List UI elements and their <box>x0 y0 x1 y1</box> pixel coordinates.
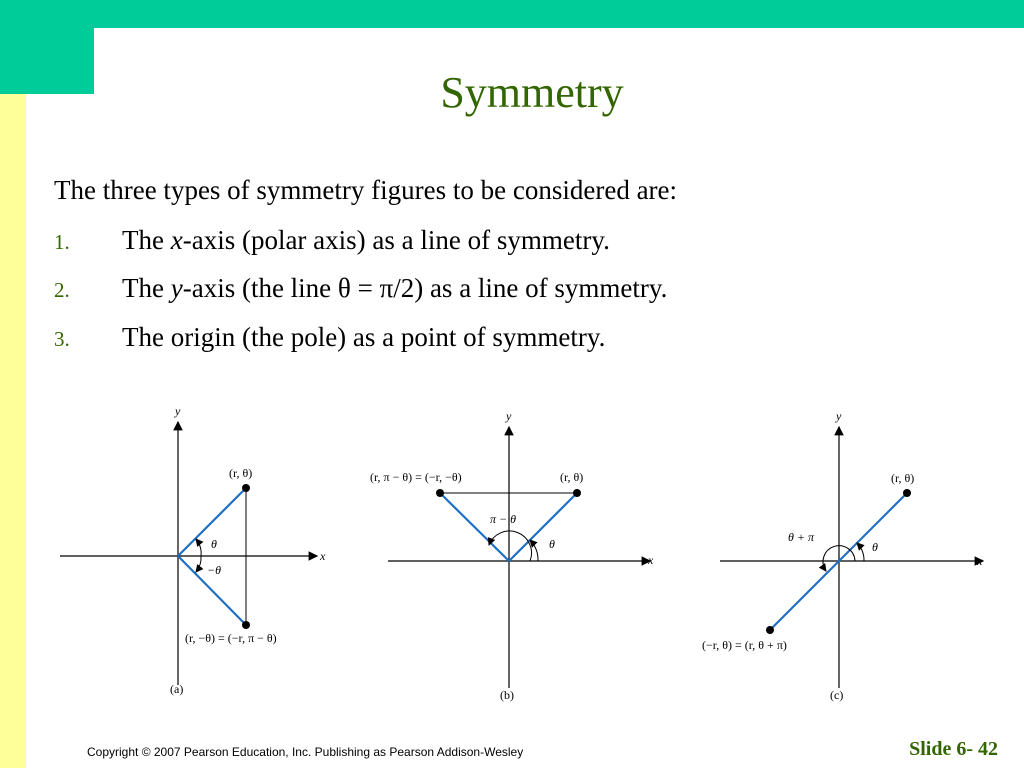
item-text-post: -axis (the line θ = π/2) as a line of symmetry. <box>182 273 668 303</box>
point-bottom-marker <box>242 621 250 629</box>
point-right-label: (r, θ) <box>560 470 584 484</box>
point-bottom-label: (−r, θ) = (r, θ + π) <box>702 638 787 652</box>
item-text-pre: The <box>122 273 171 303</box>
angle-arc-bottom <box>196 556 201 572</box>
slide-title: Symmetry <box>440 68 624 117</box>
point-left-label: (r, π − θ) = (−r, −θ) <box>370 470 462 484</box>
angle-big-label: θ + π <box>788 530 815 544</box>
ray-to-point-left <box>440 493 509 561</box>
figure-c-origin-symmetry <box>700 405 1000 705</box>
copyright-notice: Copyright © 2007 Pearson Education, Inc. Publishing as Pearson Addison-Wesley <box>87 745 524 759</box>
angle-small-label: θ <box>549 537 555 551</box>
list-item-3 <box>54 317 605 359</box>
figure-a-x-axis-symmetry <box>55 400 335 705</box>
list-item-1 <box>54 220 610 262</box>
angle-big-label: π − θ <box>490 512 517 526</box>
x-axis-label: x <box>648 553 654 567</box>
angle-top-label: θ <box>211 537 217 551</box>
point-bottom-marker <box>766 626 774 634</box>
point-top-marker <box>242 484 250 492</box>
figure-caption: (c) <box>830 688 844 702</box>
figure-caption: (a) <box>170 682 184 696</box>
item-text-post: -axis (polar axis) as a line of symmetry. <box>182 225 610 255</box>
angle-arc-small <box>857 543 864 561</box>
figure-caption: (b) <box>500 688 514 702</box>
slide-number: Slide 6- 42 <box>909 738 998 760</box>
item-number: 1. <box>54 230 70 254</box>
item-variable: x <box>170 225 183 255</box>
x-axis-label: x <box>977 554 983 568</box>
x-axis-label: x <box>320 549 326 563</box>
item-number: 2. <box>54 278 70 302</box>
angle-small-label: θ <box>872 540 878 554</box>
item-text: The origin (the pole) as a point of symmetry. <box>122 322 606 352</box>
angle-bottom-label: −θ <box>207 563 221 577</box>
item-variable: y <box>170 273 183 303</box>
point-top-label: (r, θ) <box>891 471 915 485</box>
angle-arc-top <box>196 539 201 556</box>
intro-text: The three types of symmetry figures to be considered are: <box>54 175 678 205</box>
item-text-pre: The <box>122 225 171 255</box>
point-bottom-label: (r, −θ) = (−r, π − θ) <box>185 631 277 645</box>
point-left-marker <box>436 489 444 497</box>
point-top-label: (r, θ) <box>229 466 253 480</box>
y-axis-label: y <box>506 409 512 423</box>
item-number: 3. <box>54 327 70 351</box>
top-accent-bar <box>0 0 1024 28</box>
y-axis-label: y <box>836 409 842 423</box>
left-accent-bar <box>0 94 26 768</box>
figure-b-y-axis-symmetry <box>360 405 670 705</box>
list-item-2 <box>54 268 667 310</box>
ray-to-point-right <box>509 493 577 561</box>
point-top-marker <box>903 489 911 497</box>
y-axis-label: y <box>175 404 181 418</box>
point-right-marker <box>573 489 581 497</box>
